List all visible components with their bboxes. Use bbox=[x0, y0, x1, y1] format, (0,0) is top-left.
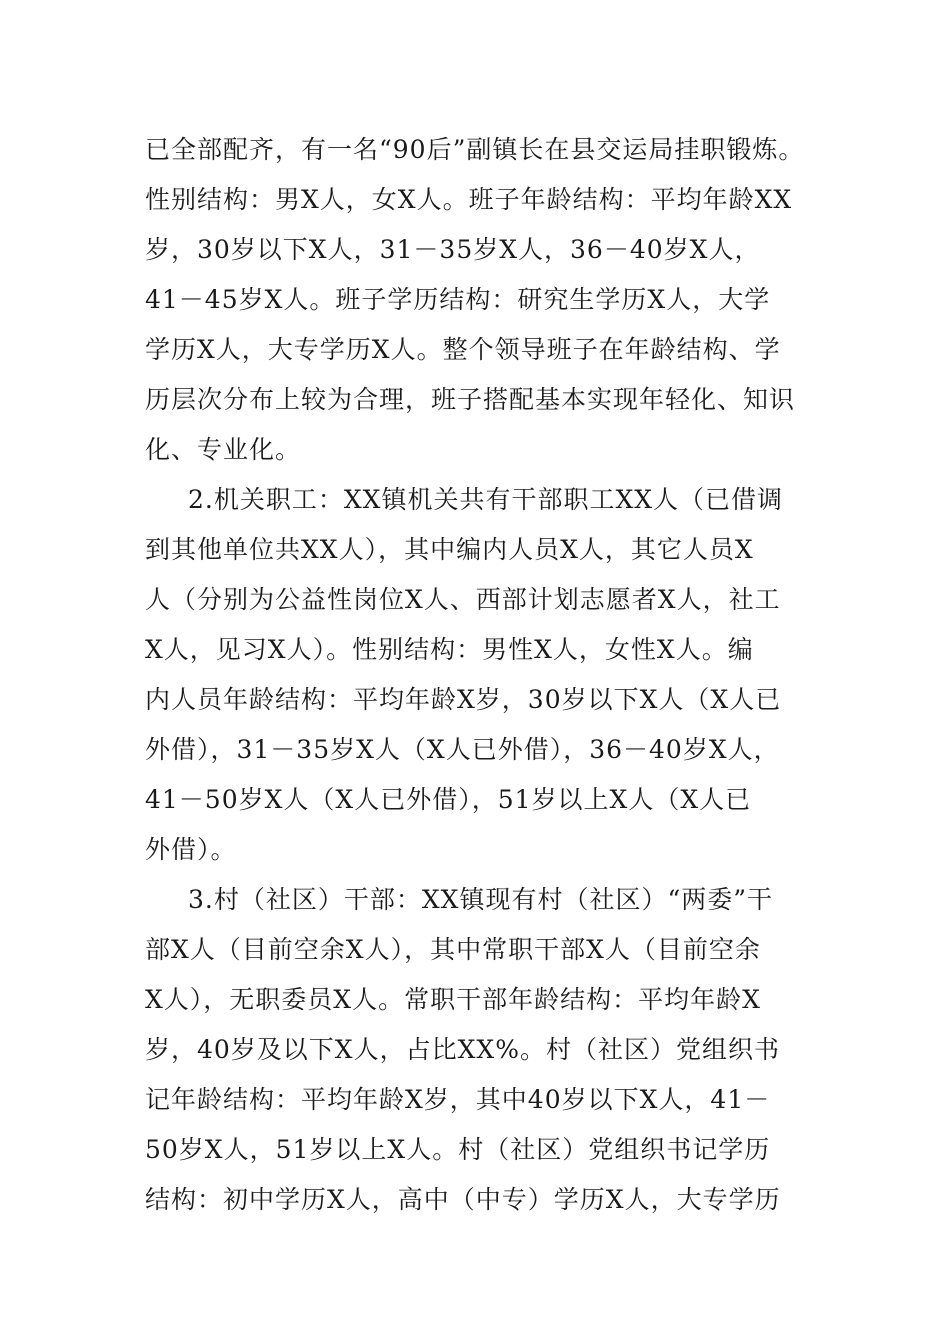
text-line-10: 人（分别为公益性岗位X人、西部计划志愿者X人，社工 bbox=[145, 585, 781, 614]
text-line-14: 41－50岁X人（X人已外借），51岁以上X人（X人已 bbox=[145, 785, 752, 814]
text-line-12: 内人员年龄结构：平均年龄X岁，30岁以下X人（X人已 bbox=[145, 685, 782, 714]
text-line-15: 外借）。 bbox=[145, 835, 237, 864]
text-line-2: 性别结构：男X人，女X人。班子年龄结构：平均年龄XX bbox=[145, 185, 793, 214]
text-line-3: 岁，30岁以下X人，31－35岁X人，36－40岁X人， bbox=[145, 235, 761, 264]
text-line-17: 部X人（目前空余X人），其中常职干部X人（目前空余 bbox=[145, 935, 761, 964]
text-line-18: X人），无职委员X人。常职干部年龄结构：平均年龄X bbox=[145, 985, 761, 1014]
text-line-6: 历层次分布上较为合理，班子搭配基本实现年轻化、知识 bbox=[145, 385, 796, 414]
paragraph-2-heading-line: 2.机关职工：XX镇机关共有干部职工XX人（已借调 bbox=[188, 485, 784, 514]
text-line-19: 岁，40岁及以下X人，占比XX%。村（社区）党组织书 bbox=[145, 1035, 780, 1064]
text-line-11: X人，见习X人）。性别结构：男性X人，女性X人。编 bbox=[145, 635, 754, 664]
text-line-7: 化、专业化。 bbox=[145, 435, 302, 464]
text-line-1: 已全部配齐，有一名“90后”副镇长在县交运局挂职锻炼。 bbox=[145, 135, 805, 164]
text-line-13: 外借），31－35岁X人（X人已外借），36－40岁X人， bbox=[145, 735, 780, 764]
text-line-20: 记年龄结构：平均年龄X岁，其中40岁以下X人，41－ bbox=[145, 1085, 771, 1114]
paragraph-3-heading-line: 3.村（社区）干部：XX镇现有村（社区）“两委”干 bbox=[188, 885, 774, 914]
text-line-4: 41－45岁X人。班子学历结构：研究生学历X人，大学 bbox=[145, 285, 771, 314]
text-line-22: 结构：初中学历X人，高中（中专）学历X人，大专学历 bbox=[145, 1185, 781, 1214]
text-line-21: 50岁X人，51岁以上X人。村（社区）党组织书记学历 bbox=[145, 1135, 771, 1164]
text-line-5: 学历X人，大专学历X人。整个领导班子在年龄结构、学 bbox=[145, 335, 781, 364]
text-line-9: 到其他单位共XX人），其中编内人员X人，其它人员X bbox=[145, 535, 754, 564]
